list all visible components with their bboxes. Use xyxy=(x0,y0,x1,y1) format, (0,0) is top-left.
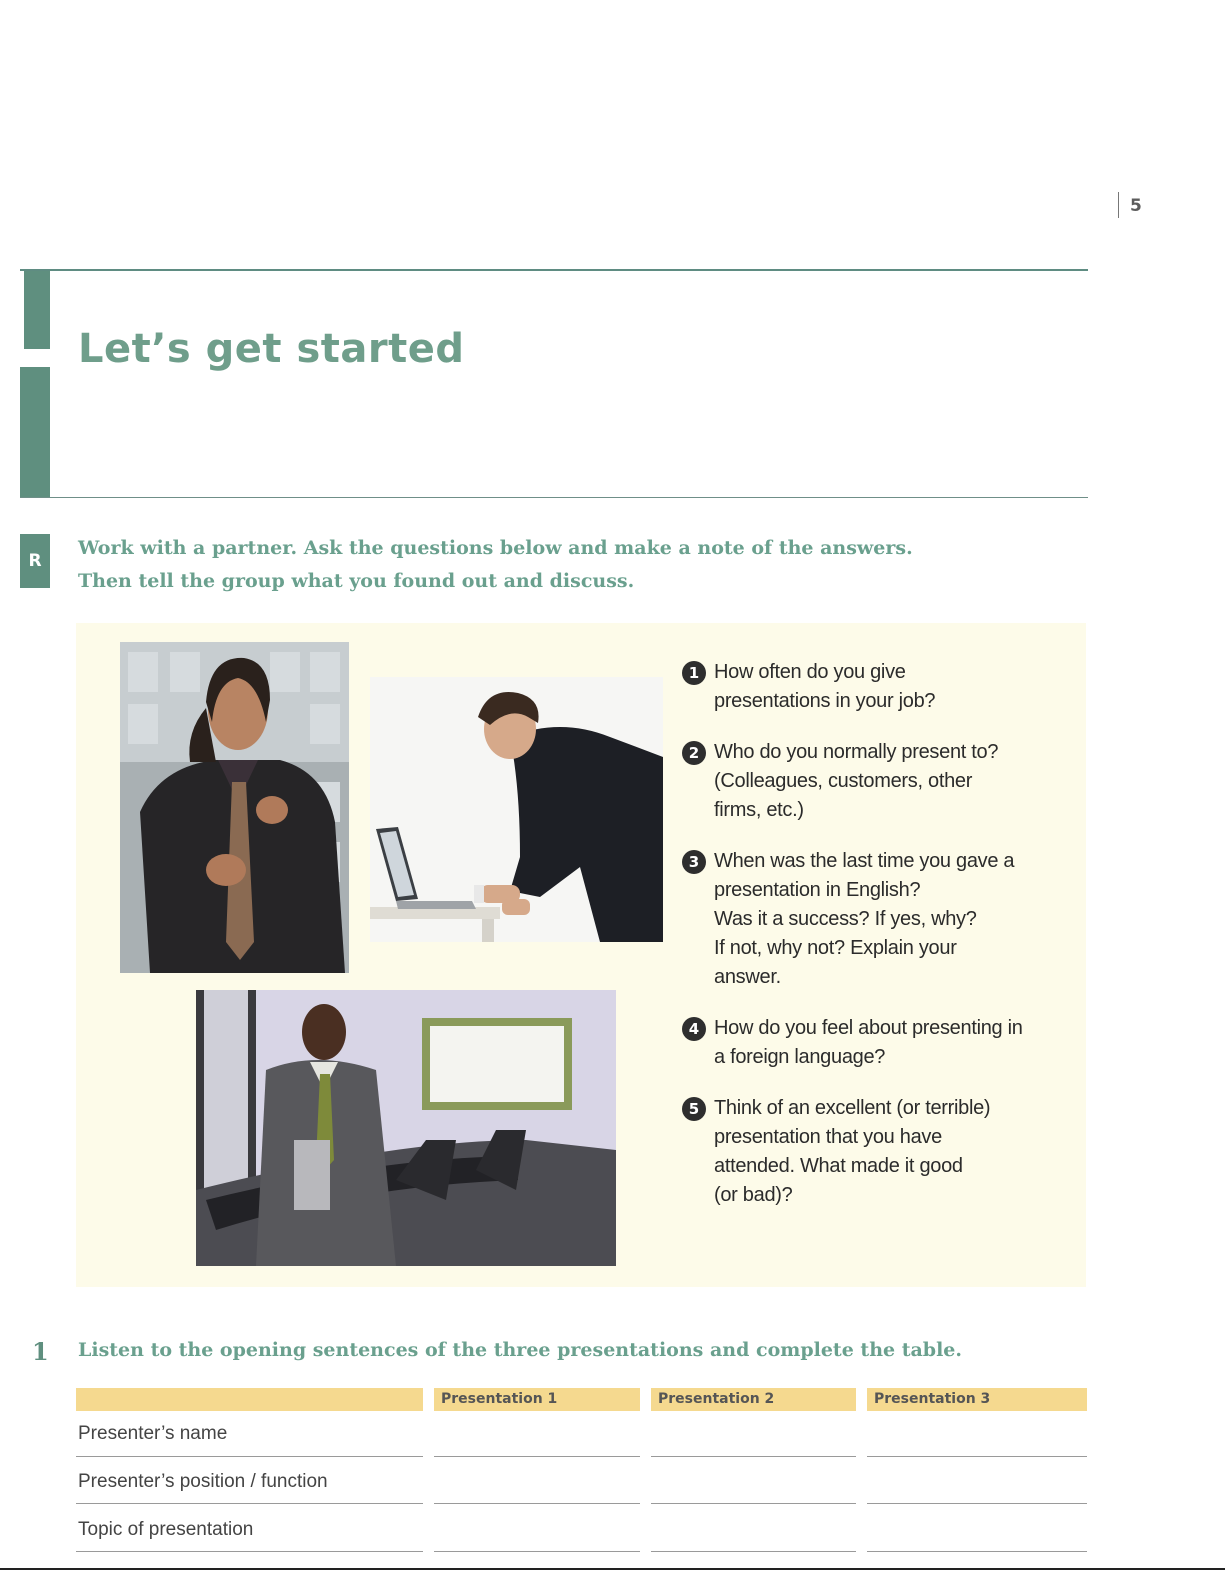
table-row-label: Presenter’s position / function xyxy=(78,1471,328,1492)
table-header-label: Presentation 2 xyxy=(658,1391,775,1407)
photo-man-adjusting-tie-illustration xyxy=(120,642,349,973)
question-text xyxy=(714,738,1074,825)
section-badge: R xyxy=(20,534,50,588)
answer-line xyxy=(867,1456,1087,1457)
table-row-rule xyxy=(76,1503,423,1504)
exercise-number: 1 xyxy=(32,1337,49,1366)
question-line: (Colleagues, customers, other xyxy=(714,770,973,792)
photo-man-at-laptop-illustration xyxy=(370,677,663,942)
answer-line xyxy=(434,1503,640,1504)
answer-line xyxy=(651,1456,856,1457)
question-line: firms, etc.) xyxy=(714,799,804,821)
question-line: attended. What made it good xyxy=(714,1155,963,1177)
question-line: Was it a success? If yes, why? xyxy=(714,908,977,930)
question-item xyxy=(682,1014,1074,1072)
answer-line xyxy=(651,1503,856,1504)
question-line: presentation that you have xyxy=(714,1126,942,1148)
exercise-instruction: Listen to the opening sentences of the three presentations and complete the table. xyxy=(78,1339,963,1361)
table-header-cell xyxy=(651,1388,856,1411)
question-number-badge: 5 xyxy=(682,1097,706,1121)
answer-line xyxy=(434,1551,640,1552)
instruction-line-1: Work with a partner. Ask the questions below and make a note of the answers. xyxy=(78,537,913,559)
page-number: 5 xyxy=(1130,196,1142,216)
question-line: a foreign language? xyxy=(714,1046,886,1068)
photo-man-in-meeting-room xyxy=(196,990,616,1266)
table-header-label: Presentation 1 xyxy=(441,1391,558,1407)
page-number-divider xyxy=(1118,192,1119,218)
table-row-rule xyxy=(76,1551,423,1552)
question-text xyxy=(714,1094,1074,1210)
question-text xyxy=(714,658,1074,716)
question-line: presentation in English? xyxy=(714,879,921,901)
header-top-rule xyxy=(20,269,1088,271)
table-header-cell xyxy=(434,1388,640,1411)
page-bottom-rule xyxy=(0,1568,1225,1570)
photo-man-in-meeting-room-illustration xyxy=(196,990,616,1266)
question-item xyxy=(682,738,1074,825)
question-line: How often do you give xyxy=(714,661,906,683)
question-number-badge: 3 xyxy=(682,850,706,874)
question-line: Think of an excellent (or terrible) xyxy=(714,1097,991,1119)
question-item xyxy=(682,847,1074,992)
answer-line xyxy=(867,1503,1087,1504)
answer-line xyxy=(434,1456,640,1457)
question-line: If not, why not? Explain your xyxy=(714,937,957,959)
table-header-label: Presentation 3 xyxy=(874,1391,991,1407)
photo-man-at-laptop xyxy=(370,677,663,942)
question-text xyxy=(714,1014,1074,1072)
question-line: Who do you normally present to? xyxy=(714,741,999,763)
page-title: Let’s get started xyxy=(78,326,465,372)
question-line: (or bad)? xyxy=(714,1184,793,1206)
question-number-badge: 4 xyxy=(682,1017,706,1041)
question-line: presentations in your job? xyxy=(714,690,936,712)
question-line: When was the last time you gave a xyxy=(714,850,1015,872)
photo-man-adjusting-tie xyxy=(120,642,349,973)
table-header-cell xyxy=(867,1388,1087,1411)
table-row-rule xyxy=(76,1456,423,1457)
question-number-badge: 1 xyxy=(682,661,706,685)
instruction-line-2: Then tell the group what you found out and discuss. xyxy=(78,570,635,592)
table-row-label: Topic of presentation xyxy=(78,1519,254,1540)
header-accent-bar xyxy=(20,367,50,498)
question-number-badge: 2 xyxy=(682,741,706,765)
question-line: How do you feel about presenting in xyxy=(714,1017,1023,1039)
question-item xyxy=(682,1094,1074,1210)
table-row-label: Presenter’s name xyxy=(78,1423,228,1444)
header-accent-bar xyxy=(24,271,50,349)
question-list xyxy=(682,658,1074,1232)
question-item xyxy=(682,658,1074,716)
answer-line xyxy=(867,1551,1087,1552)
header-bottom-rule xyxy=(20,497,1088,498)
answer-line xyxy=(651,1551,856,1552)
table-header-blank xyxy=(76,1388,423,1411)
question-line: answer. xyxy=(714,966,781,988)
question-text xyxy=(714,847,1074,992)
